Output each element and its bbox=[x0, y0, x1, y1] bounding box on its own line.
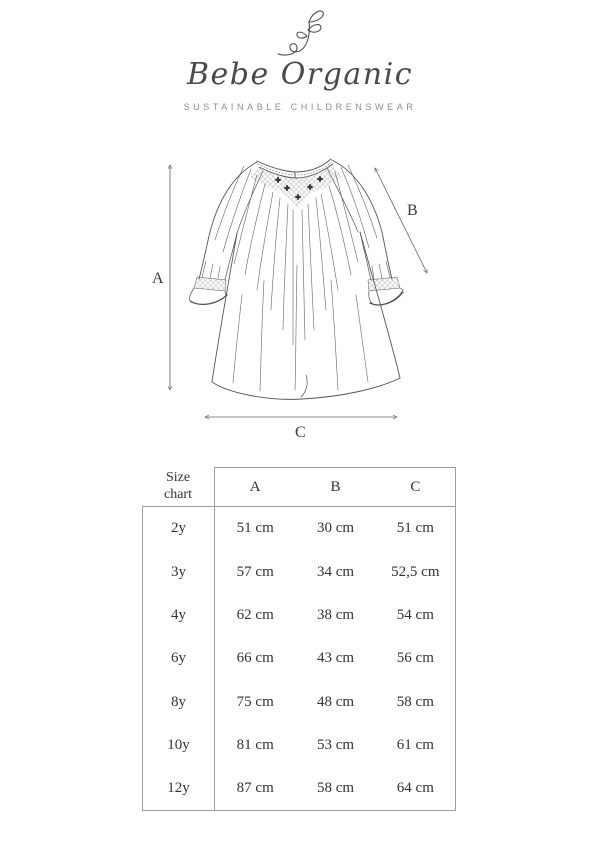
value-c: 52,5 cm bbox=[376, 550, 456, 593]
size-label: 6y bbox=[142, 637, 215, 680]
value-c: 56 cm bbox=[376, 637, 456, 680]
value-a: 51 cm bbox=[236, 520, 274, 537]
brand-name: Bebe Organic bbox=[186, 57, 414, 92]
measurement-label-a: A bbox=[152, 270, 164, 287]
value-c: 58 cm bbox=[376, 681, 456, 724]
left-cuff-band bbox=[194, 277, 226, 291]
size-label: 3y bbox=[142, 550, 215, 593]
value-c: 54 cm bbox=[376, 594, 456, 637]
value-b: 34 cm bbox=[317, 563, 355, 580]
measurement-label-b: B bbox=[407, 202, 418, 219]
value-a: 62 cm bbox=[236, 606, 274, 623]
smocked-yoke bbox=[250, 165, 342, 208]
column-header-b: B bbox=[295, 467, 375, 507]
branch-logo-icon bbox=[268, 8, 332, 60]
value-a: 81 cm bbox=[236, 737, 274, 754]
measurement-arrow-b bbox=[375, 168, 427, 273]
dress-diagram bbox=[130, 140, 470, 450]
value-c: 51 cm bbox=[376, 507, 456, 550]
value-a: 75 cm bbox=[236, 693, 274, 710]
size-table-title: Size chart bbox=[142, 467, 215, 507]
column-header-c: C bbox=[376, 467, 456, 507]
value-b: 53 cm bbox=[317, 737, 355, 754]
measurement-label-c: C bbox=[295, 424, 306, 441]
size-label: 8y bbox=[142, 681, 215, 724]
value-c: 61 cm bbox=[376, 724, 456, 767]
value-b: 30 cm bbox=[317, 520, 355, 537]
value-c: 64 cm bbox=[376, 767, 456, 810]
value-b: 48 cm bbox=[317, 693, 355, 710]
size-table bbox=[142, 467, 456, 811]
column-header-a: A bbox=[215, 467, 295, 507]
size-label: 4y bbox=[142, 594, 215, 637]
size-label: 12y bbox=[142, 767, 215, 810]
value-b: 43 cm bbox=[317, 650, 355, 667]
value-a: 57 cm bbox=[236, 563, 274, 580]
value-b: 58 cm bbox=[295, 767, 375, 810]
value-b: 38 cm bbox=[317, 606, 355, 623]
size-label: 2y bbox=[142, 507, 215, 550]
size-label: 10y bbox=[142, 724, 215, 767]
value-a: 66 cm bbox=[236, 650, 274, 667]
value-a: 87 cm bbox=[215, 767, 295, 810]
brand-tagline: SUSTAINABLE CHILDRENSWEAR bbox=[183, 102, 417, 112]
